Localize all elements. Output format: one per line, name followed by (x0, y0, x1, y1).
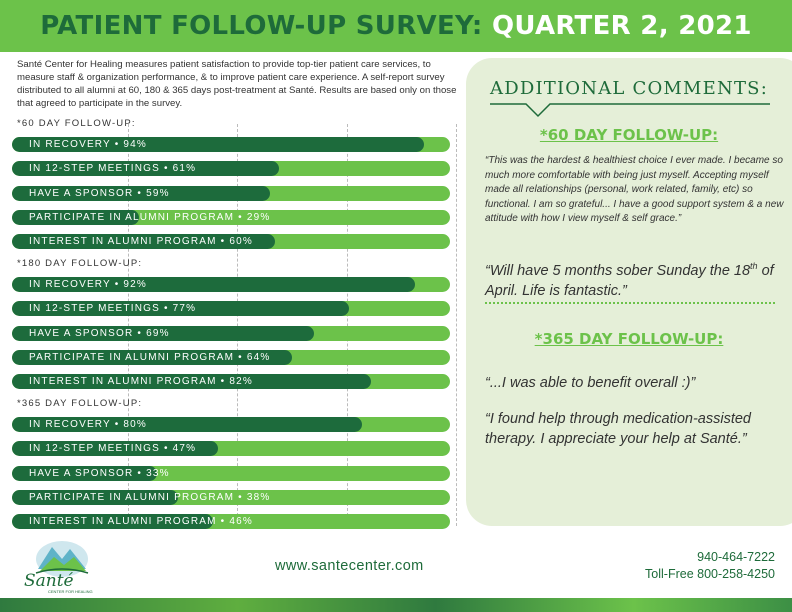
website-link[interactable]: www.santecenter.com (275, 558, 424, 574)
bar-label: HAVE A SPONSOR • 33% (29, 468, 170, 479)
bar-label: INTEREST IN ALUMNI PROGRAM • 82% (29, 376, 253, 387)
quote-365-1: “...I was able to benefit overall :)” (485, 375, 696, 391)
bar-track (12, 514, 450, 529)
title-quarter: QUARTER 2, 2021 (491, 11, 752, 41)
bar-label: INTEREST IN ALUMNI PROGRAM • 60% (29, 236, 253, 247)
bar-label: INTEREST IN ALUMNI PROGRAM • 46% (29, 516, 253, 527)
quote-60-1: “This was the hardest & healthiest choice I ever made. I became so much more comfortable with being just myself. Accepting myself made all relationships (personal, work related, family, etc) so functional. I am so grateful... I have a good support system & a new attitude with how I view myself & self grace.” (485, 155, 784, 224)
bar-label: PARTICIPATE IN ALUMNI PROGRAM • 29% (29, 212, 271, 223)
tollfree-number[interactable]: Toll-Free 800-258-4250 (645, 567, 775, 581)
quote-60-2-part1: “Will have 5 months sober Sunday the 18 (485, 262, 751, 279)
title-separator: : (471, 11, 483, 41)
bar-track (12, 374, 450, 389)
bar-track (12, 301, 450, 316)
comments-pointer-icon (490, 100, 770, 122)
bar-track (12, 490, 450, 505)
gridline (456, 124, 457, 526)
bar-label: HAVE A SPONSOR • 69% (29, 328, 170, 339)
bar-track (12, 186, 450, 201)
footer-strip (0, 598, 792, 612)
bar-label: IN RECOVERY • 94% (29, 139, 148, 150)
sante-logo (18, 535, 98, 595)
bar-track (12, 350, 450, 365)
phone-number[interactable]: 940-464-7222 (697, 550, 775, 564)
bar-label: IN RECOVERY • 80% (29, 419, 148, 430)
bar-label: PARTICIPATE IN ALUMNI PROGRAM • 64% (29, 352, 271, 363)
bar-label: HAVE A SPONSOR • 59% (29, 188, 170, 199)
bar-label: IN 12-STEP MEETINGS • 61% (29, 163, 197, 174)
bar-track (12, 417, 450, 432)
bar-label: IN RECOVERY • 92% (29, 279, 148, 290)
bar-track (12, 326, 450, 341)
quote-60-2 (485, 256, 785, 301)
follow-up-bar-chart (12, 0, 452, 530)
intro-text: Santé Center for Healing measures patient satisfaction to provide top-tier patient care services, to measure staff & organization performance, & to improve patient care experience. A self-report survey distributed to all alumni at 60, 180 & 365 days post-treatment at Santé. Results are based only on those that agreed to participate in the survey. (17, 59, 457, 109)
bar-label: IN 12-STEP MEETINGS • 77% (29, 303, 197, 314)
bar-track (12, 161, 450, 176)
quote-365-2: “I found help through medication-assisted therapy. I appreciate your help at Santé.” (485, 411, 751, 447)
bar-track (12, 441, 450, 456)
bar-track (12, 210, 450, 225)
title-main: PATIENT FOLLOW-UP SURVEY (40, 11, 472, 41)
logo-tagline: CENTER FOR HEALING (48, 589, 93, 594)
bar-track (12, 234, 450, 249)
sec60-heading: *60 DAY FOLLOW-UP: (539, 126, 719, 144)
section-divider (485, 302, 775, 304)
bar-track (12, 137, 450, 152)
group-label: *180 DAY FOLLOW-UP: (17, 258, 143, 269)
bar-label: PARTICIPATE IN ALUMNI PROGRAM • 38% (29, 492, 271, 503)
bar-track (12, 277, 450, 292)
quote-60-2-part2: of April. Life is fantastic.” (485, 262, 774, 299)
quote-60-2-sup: th (750, 261, 758, 271)
logo-name: Santé (24, 571, 74, 591)
contact-info (645, 549, 775, 583)
sec365-heading: *365 DAY FOLLOW-UP: (534, 330, 724, 348)
group-label: *365 DAY FOLLOW-UP: (17, 398, 143, 409)
group-label: *60 DAY FOLLOW-UP: (17, 118, 136, 129)
bar-label: IN 12-STEP MEETINGS • 47% (29, 443, 197, 454)
comments-title: ADDITIONAL COMMENTS: (490, 78, 768, 99)
bar-track (12, 466, 450, 481)
